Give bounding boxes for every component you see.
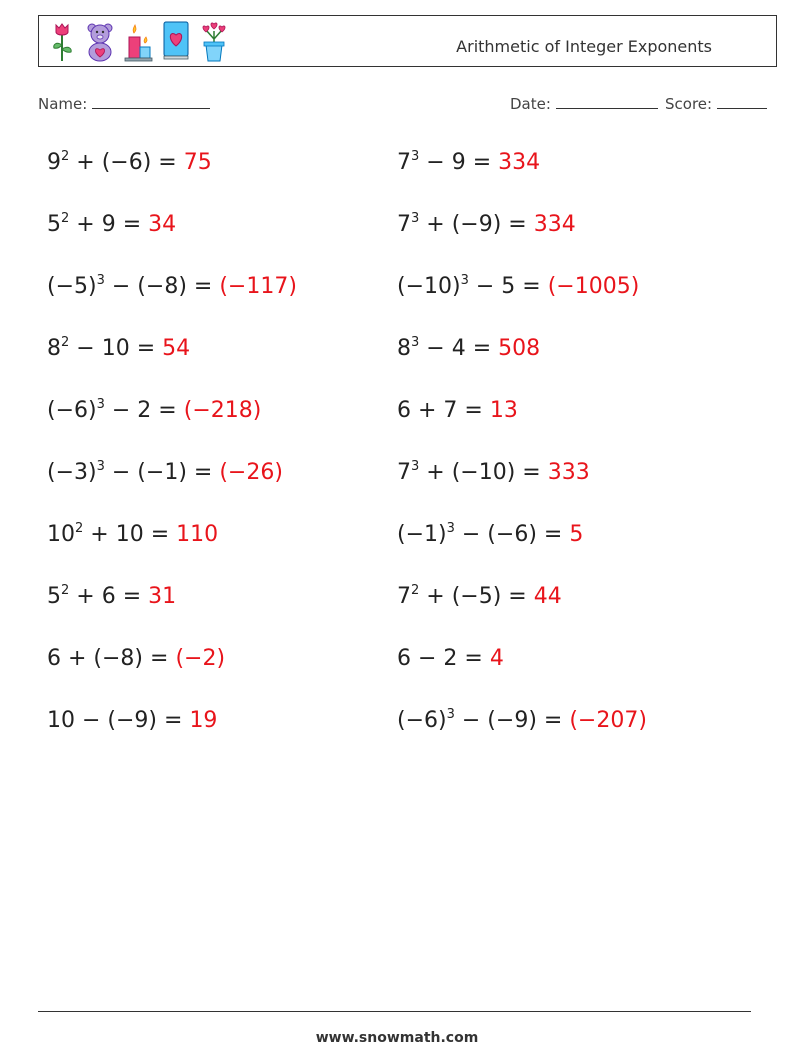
- name-field[interactable]: [38, 94, 210, 113]
- problem-13: $10^2 + 10 = 110$: [47, 521, 219, 547]
- answer: (−2): [175, 646, 226, 671]
- problem-19: 10 − (−9) = 19: [47, 708, 218, 733]
- problem-9: $(-6)^3 - 2 = (-218)$: [47, 397, 262, 423]
- problem-1: $9^2 + (-6) = 75$: [47, 149, 212, 175]
- candles-icon: [123, 19, 153, 63]
- problem-17: 6 + (−8) = (−2): [47, 646, 226, 671]
- answer: 110: [176, 522, 219, 547]
- date-label: Date:: [510, 95, 551, 113]
- answer: (−117): [219, 274, 297, 299]
- heart-flower-pot-icon: [199, 19, 229, 63]
- score-field[interactable]: [665, 94, 767, 113]
- problem-16: $7^2 + (-5) = 44$: [397, 583, 562, 609]
- answer: 31: [148, 584, 177, 609]
- score-blank[interactable]: [717, 94, 767, 109]
- rose-icon: [47, 19, 77, 63]
- answer: 5: [569, 522, 584, 547]
- answer: (−207): [569, 708, 647, 733]
- worksheet-title: Arithmetic of Integer Exponents: [456, 37, 712, 56]
- footer-divider: [38, 1011, 751, 1012]
- name-label: Name:: [38, 95, 88, 113]
- footer-site-link[interactable]: www.snowmath.com: [315, 1030, 479, 1046]
- name-blank[interactable]: [92, 94, 210, 109]
- answer: 334: [498, 150, 541, 175]
- icon-strip: [47, 19, 229, 63]
- answer: 508: [498, 336, 541, 361]
- problem-6: $(-10)^3 - 5 = (-1005)$: [397, 273, 640, 299]
- problem-14: $(-1)^3 - (-6) = 5$: [397, 521, 584, 547]
- header-box: [38, 15, 777, 67]
- answer: 333: [547, 460, 590, 485]
- answer: 334: [533, 212, 576, 237]
- answer: (−1005): [547, 274, 640, 299]
- score-label: Score:: [665, 95, 713, 113]
- problem-7: $8^2 - 10 = 54$: [47, 335, 191, 361]
- date-field[interactable]: [510, 94, 658, 113]
- problem-4: $7^3 + (-9) = 334$: [397, 211, 576, 237]
- answer: (−218): [183, 398, 262, 423]
- problem-3: $5^2 + 9 = 34$: [47, 211, 177, 237]
- problem-8: $8^3 - 4 = 508$: [397, 335, 541, 361]
- heart-card-icon: [161, 19, 191, 63]
- answer: 4: [489, 646, 504, 671]
- problem-10: 6 + 7 = 13: [397, 398, 518, 423]
- problem-20: $(-6)^3 - (-9) = (-207)$: [397, 707, 647, 733]
- teddy-bear-icon: [85, 19, 115, 63]
- answer: 75: [183, 150, 212, 175]
- answer: 54: [162, 336, 191, 361]
- answer: 13: [489, 398, 518, 423]
- problem-15: $5^2 + 6 = 31$: [47, 583, 177, 609]
- problem-11: $(-3)^3 - (-1) = (-26)$: [47, 459, 283, 485]
- answer: (−26): [219, 460, 283, 485]
- answer: 44: [533, 584, 562, 609]
- answer: 19: [189, 708, 218, 733]
- problem-18: 6 − 2 = 4: [397, 646, 504, 671]
- date-blank[interactable]: [556, 94, 658, 109]
- problem-5: $(-5)^3 - (-8) = (-117)$: [47, 273, 297, 299]
- problem-12: $7^3 + (-10) = 333$: [397, 459, 590, 485]
- problem-2: $7^3 - 9 = 334$: [397, 149, 541, 175]
- answer: 34: [148, 212, 177, 237]
